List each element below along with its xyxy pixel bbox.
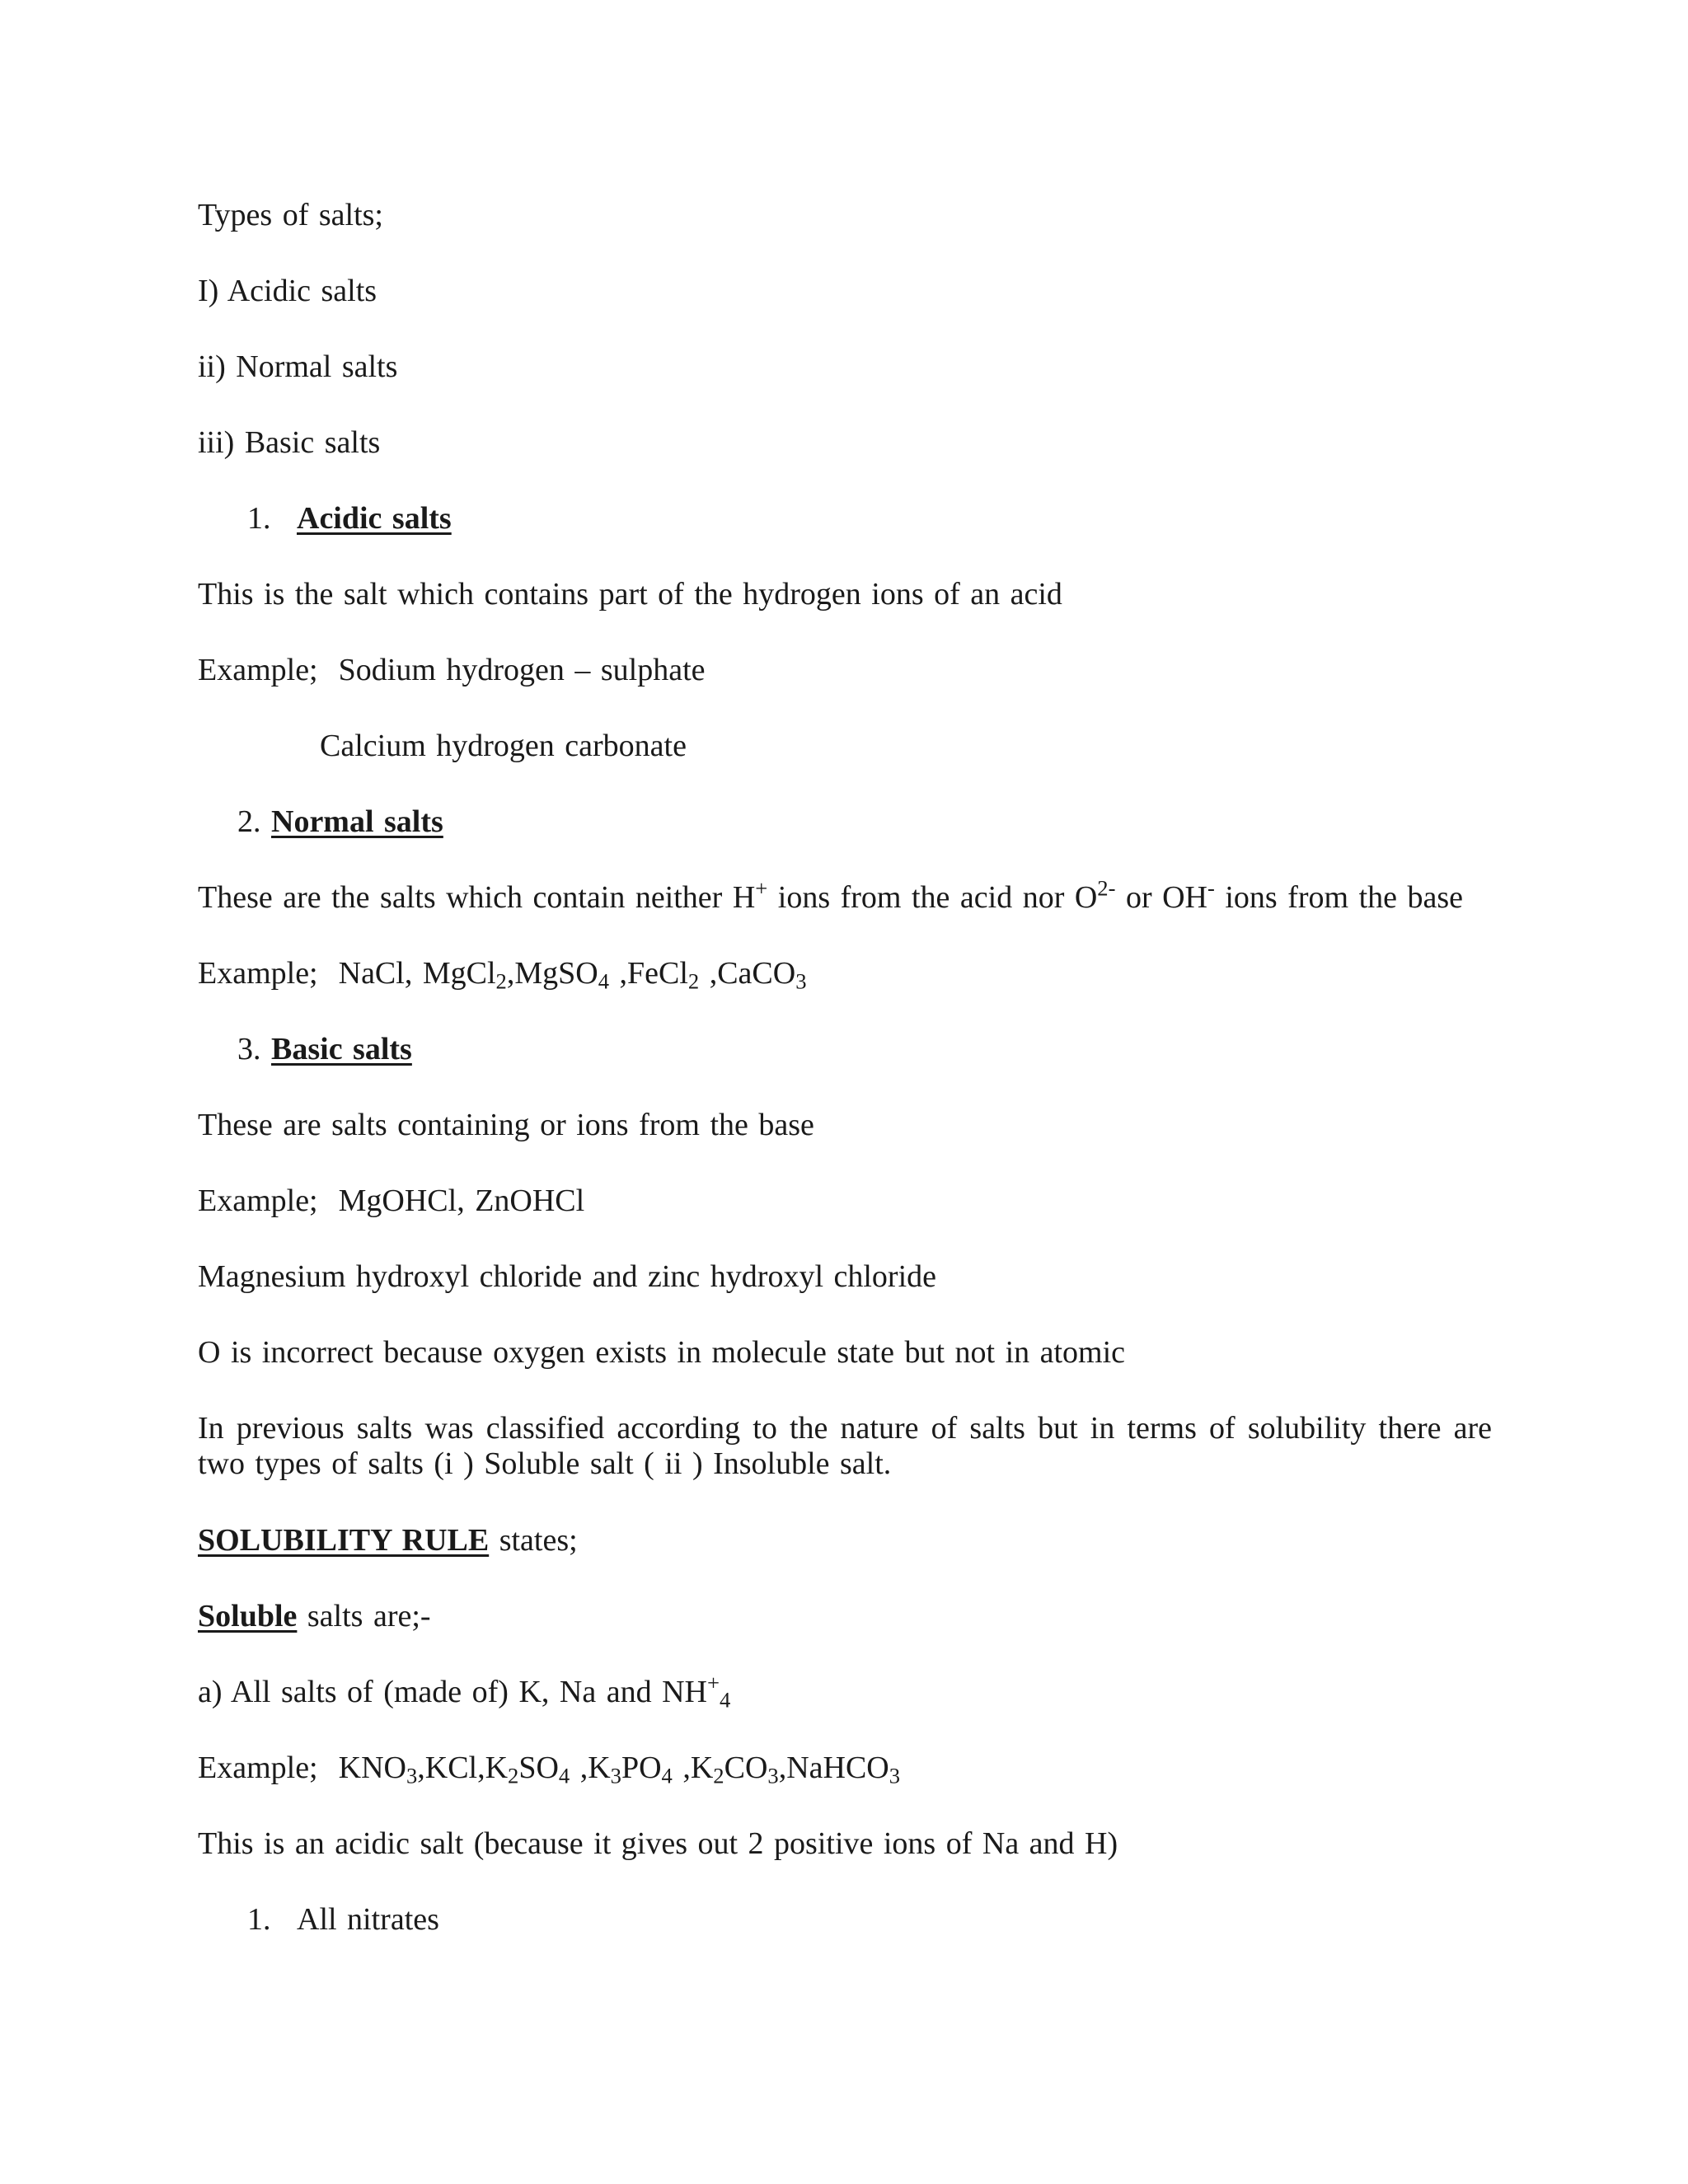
basic-example-line xyxy=(198,1182,584,1220)
ex-a-s3c: 3 xyxy=(767,1763,779,1788)
example-a-label: Example; xyxy=(198,1750,318,1785)
normal-def-part3: or OH xyxy=(1115,880,1207,915)
ex-a-s3d: 3 xyxy=(889,1763,901,1788)
basic-title: Basic salts xyxy=(271,1032,412,1066)
sub-2b: 2 xyxy=(687,968,700,994)
ex-a-s4b: 4 xyxy=(661,1763,673,1788)
ex-a-p1: KNO xyxy=(338,1750,406,1785)
acidic-heading xyxy=(247,499,452,537)
ex-a-s4a: 4 xyxy=(558,1763,570,1788)
nitrates-line xyxy=(247,1900,439,1938)
item-a-text: a) All salts of (made of) K, Na and NH xyxy=(198,1675,707,1709)
acidic-example-label: Example; xyxy=(198,653,318,687)
normal-title: Normal salts xyxy=(271,804,443,839)
types-heading: Types of salts; xyxy=(198,198,383,232)
acidic-definition: This is the salt which contains part of the hydrogen ions of an acid xyxy=(198,577,1062,612)
normal-number: 2. xyxy=(237,804,261,839)
ex-a-p5: PO xyxy=(621,1750,662,1785)
example-a-line xyxy=(198,1749,900,1787)
types-item-normal: ii) Normal salts xyxy=(198,349,398,384)
soluble-suffix: salts are;- xyxy=(297,1599,431,1633)
acidic-salt-note: This is an acidic salt (because it gives out 2 positive ions of Na and H) xyxy=(198,1826,1118,1861)
basic-definition: These are salts containing or ions from the base xyxy=(198,1108,814,1142)
soluble-line xyxy=(198,1597,431,1635)
ex-mgso: ,MgSO xyxy=(506,956,598,991)
normal-def-part1: These are the salts which contain neither H xyxy=(198,880,756,915)
acidic-example-2: Calcium hydrogen carbonate xyxy=(320,729,687,763)
ex-a-p6: ,K xyxy=(672,1750,714,1785)
ex-a-s3a: 3 xyxy=(406,1763,418,1788)
normal-heading xyxy=(237,803,443,841)
ex-a-p3: SO xyxy=(518,1750,559,1785)
ex-a-s3b: 3 xyxy=(610,1763,621,1788)
basic-heading xyxy=(237,1030,412,1068)
item-a-sub: 4 xyxy=(719,1687,731,1713)
basic-example-label: Example; xyxy=(198,1183,318,1218)
acidic-example-1: Sodium hydrogen – sulphate xyxy=(338,653,706,687)
normal-example-label: Example; xyxy=(198,956,318,991)
nitrates-number: 1. xyxy=(247,1902,271,1937)
nitrates-text: All nitrates xyxy=(297,1902,439,1937)
sup-plus: + xyxy=(755,875,768,901)
sub-2a: 2 xyxy=(495,968,507,994)
sub-4: 4 xyxy=(598,968,609,994)
normal-example-line xyxy=(198,954,807,992)
solubility-rule-line xyxy=(198,1521,578,1559)
basic-number: 3. xyxy=(237,1032,261,1066)
types-item-basic: iii) Basic salts xyxy=(198,425,381,460)
sup-minus: - xyxy=(1207,875,1215,901)
solubility-intro: In previous salts was classified according to the nature of salts but in terms of solubility there are two types of salts (i ) Soluble salt ( ii ) Insoluble salt. xyxy=(198,1411,1492,1481)
acidic-title: Acidic salts xyxy=(297,501,452,536)
basic-names: Magnesium hydroxyl chloride and zinc hydroxyl chloride xyxy=(198,1259,937,1294)
ex-a-p4: ,K xyxy=(570,1750,611,1785)
acidic-example-1-line xyxy=(198,651,706,689)
normal-definition xyxy=(198,875,1464,916)
sup-2minus: 2- xyxy=(1097,875,1116,901)
ex-a-s2a: 2 xyxy=(508,1763,519,1788)
solubility-rule-suffix: states; xyxy=(489,1523,578,1558)
ex-fecl: ,FeCl xyxy=(609,956,688,991)
sub-3: 3 xyxy=(795,968,807,994)
solubility-rule-title: SOLUBILITY RULE xyxy=(198,1523,490,1558)
oxygen-note: O is incorrect because oxygen exists in molecule state but not in atomic xyxy=(198,1335,1126,1370)
ex-a-p7: CO xyxy=(724,1750,768,1785)
ex-nacl: NaCl, MgCl xyxy=(338,956,496,991)
ex-a-s2b: 2 xyxy=(713,1763,724,1788)
acidic-number: 1. xyxy=(247,501,271,536)
ex-caco: ,CaCO xyxy=(699,956,796,991)
ex-a-p8: ,NaHCO xyxy=(778,1750,889,1785)
soluble-title: Soluble xyxy=(198,1599,298,1633)
item-a-line xyxy=(198,1670,731,1713)
basic-example: MgOHCl, ZnOHCl xyxy=(338,1183,585,1218)
types-item-acidic: I) Acidic salts xyxy=(198,274,377,308)
normal-def-part2: ions from the acid nor O xyxy=(767,880,1098,915)
item-a-sup: + xyxy=(706,1670,720,1695)
ex-a-p2: ,KCl,K xyxy=(417,1750,509,1785)
normal-def-part4: ions from the base xyxy=(1214,880,1464,915)
